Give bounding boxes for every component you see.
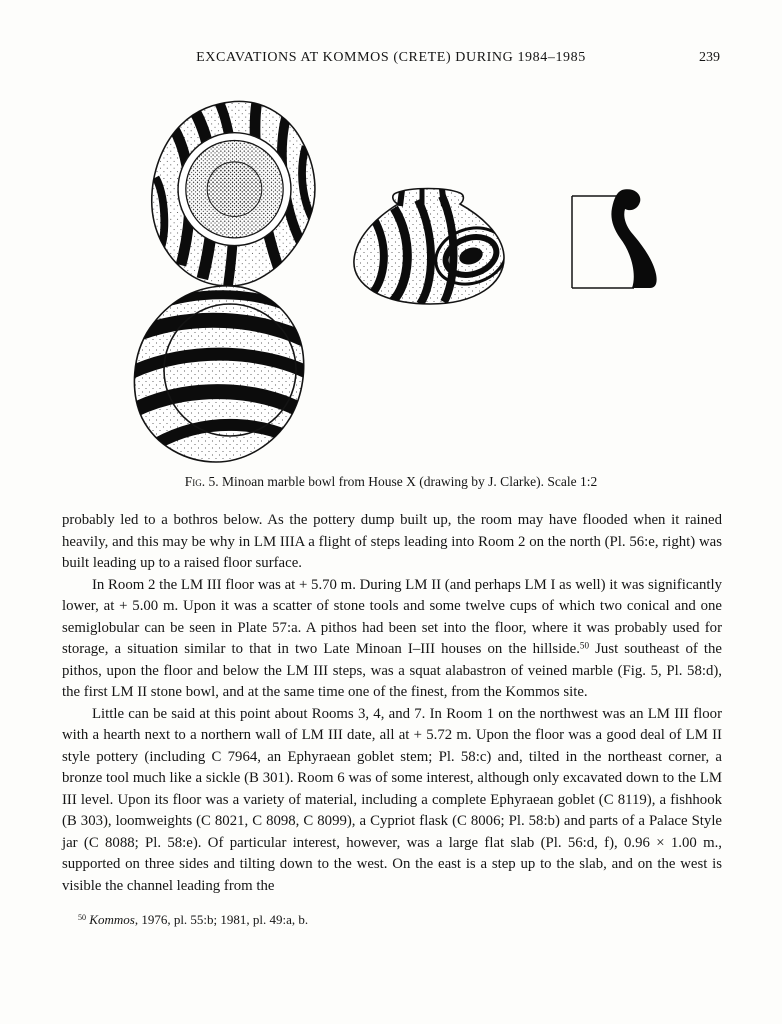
running-header-title: EXCAVATIONS AT KOMMOS (CRETE) DURING 1984–1985 <box>196 50 586 65</box>
paragraph-2 <box>62 575 722 704</box>
figure-caption <box>40 474 742 490</box>
footnote-reference-50: 50 <box>579 640 590 651</box>
footnote-50 <box>62 912 722 928</box>
paragraph-3: Little can be said at this point about Rooms 3, 4, and 7. In Room 1 on the northwest was an LM III floor with a hearth next to a northern wall of LM III date, all at + 5.72 m. Upon the floor was a good deal of LM II style pottery (including C 7964, an Ephyraean goblet stem; Pl. 58:c) and, tilted in the northeast corner, a bronze tool much like a sickle (B 301). Room 6 was of some interest, although only excavated down to the LM III level. Upon its floor was a variety of material, including a complete Ephyraean goblet (C 8119), a fishhook (B 303), loomweights (C 8021, C 8098, C 8099), a Cypriot flask (C 8006; Pl. 58:b) and parts of a Palace Style jar (C 8088; Pl. 58:e). Of particular interest, however, was a large flat slab (Pl. 56:d, f), 0.96 × 1.00 m., supported on three sides and tilting down to the west. On the east is a step up to the slab, and on the west is visible the channel leading from the <box>62 705 722 894</box>
page-number: 239 <box>699 50 720 65</box>
running-header <box>60 0 722 66</box>
figure-caption-label: Fig. 5. <box>184 474 219 489</box>
paragraph-2-text-b: Just southeast of the pithos, upon the floor and below the LM III steps, was a squat alabastron of veined marble (Fig. 5, Pl. 58:d), the first LM II stone bowl, and at the same time one of the finest, from the Kommos site. <box>62 641 722 700</box>
bowl-bottom-view-drawing <box>120 278 325 470</box>
bowl-section-drawing <box>562 186 670 304</box>
paragraph-1: probably led to a bothros below. As the pottery dump built up, the room may have flooded when it rained heavily, and this may be why in LM IIIA a flight of steps leading into Room 2 on the north (Pl. 56:e, right) was built leading up to a raised floor surface. <box>62 512 722 571</box>
footnote-text: , 1976, pl. 55:b; 1981, pl. 49:a, b. <box>134 912 309 927</box>
article-body <box>62 510 722 897</box>
paragraph-2-text-a: In Room 2 the LM III floor was at + 5.70 m. During LM II (and perhaps LM I as well) it was significantly lower, at + 5.00 m. Upon it was a scatter of stone tools and some twelve cups of which two conical and one semiglobular can be seen in Plate 57:a. A pithos had been set into the floor, where it was probably used for storage, a situation similar to that in two Late Minoan I–III houses on the hillside. <box>62 576 722 657</box>
bowl-top-view-drawing <box>142 86 327 304</box>
footnote-italic-title: Kommos <box>89 912 135 927</box>
bowl-profile-view-drawing <box>338 184 516 312</box>
footnote-marker: 50 <box>78 912 87 922</box>
figure-caption-text: Minoan marble bowl from House X (drawing by J. Clarke). Scale 1:2 <box>218 474 598 489</box>
figure-plate <box>0 80 782 470</box>
